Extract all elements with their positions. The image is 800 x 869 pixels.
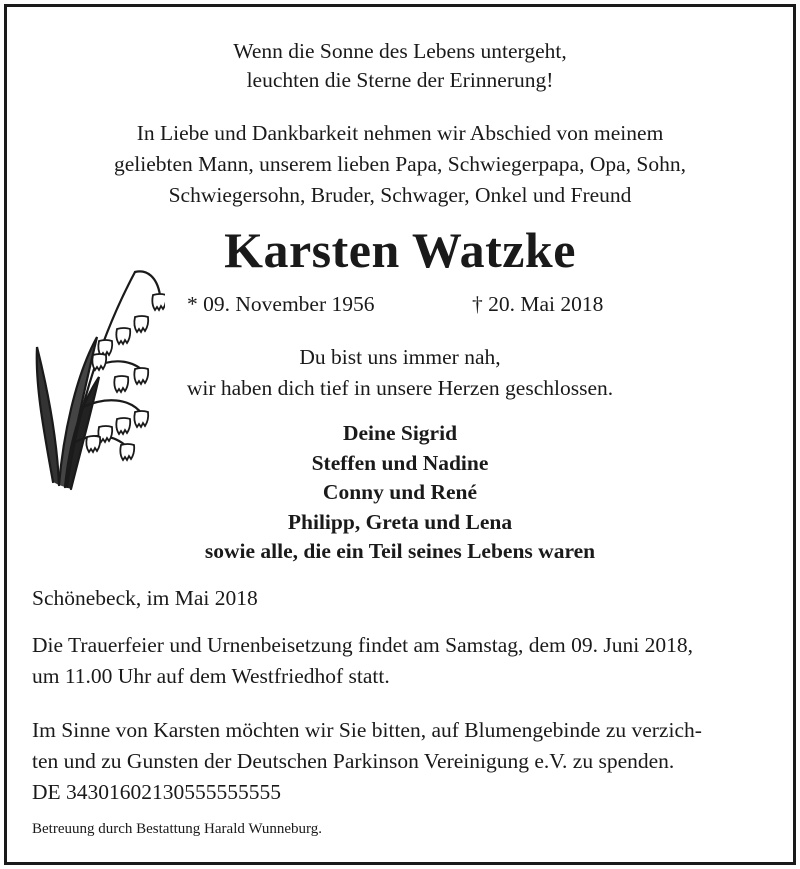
mourner-line: Deine Sigrid <box>342 421 458 445</box>
mourners-list <box>7 419 793 567</box>
obituary-notice <box>4 4 796 865</box>
mourner-line: Steffen und Nadine <box>311 450 489 475</box>
iban: DE 34301602130555555555 <box>32 780 282 804</box>
intro-text <box>7 118 793 211</box>
mourner-line: sowie alle, die ein Teil seines Lebens waren <box>204 539 596 563</box>
place-date: Schönebeck, im Mai 2018 <box>32 586 258 610</box>
funeral-line: um 11.00 Uhr auf dem Westfriedhof statt. <box>32 664 390 688</box>
birth-date: * 09. November 1956 <box>187 292 375 316</box>
death-date: † 20. Mai 2018 <box>472 292 604 316</box>
deceased-name: Karsten Watzke <box>224 222 576 278</box>
donation-line: Im Sinne von Karsten möchten wir Sie bitten, auf Blumengebinde zu verzich- <box>32 718 702 742</box>
mourner-line: Philipp, Greta und Lena <box>287 509 513 534</box>
motto-line: Wenn die Sonne des Lebens untergeht, <box>233 39 567 63</box>
motto-line: leuchten die Sterne der Erinnerung! <box>246 68 554 92</box>
verse <box>7 342 793 404</box>
intro-line: In Liebe und Dankbarkeit nehmen wir Abschied von meinem <box>136 121 664 145</box>
funeral-info <box>32 630 773 692</box>
verse-line: wir haben dich tief in unsere Herzen geschlossen. <box>186 376 614 400</box>
intro-line: geliebten Mann, unserem lieben Papa, Schwiegerpapa, Opa, Sohn, <box>114 152 686 176</box>
motto <box>7 37 793 95</box>
verse-line: Du bist uns immer nah, <box>299 345 501 369</box>
donation-line: ten und zu Gunsten der Deutschen Parkinson Vereinigung e.V. zu spenden. <box>32 749 675 773</box>
funeral-line: Die Trauerfeier und Urnenbeisetzung findet am Samstag, dem 09. Juni 2018, <box>32 633 693 657</box>
mourner-line: Conny und René <box>322 480 478 504</box>
undertaker-credit: Betreuung durch Bestattung Harald Wunneburg. <box>32 821 323 837</box>
donation-info <box>32 715 773 808</box>
intro-line: Schwiegersohn, Bruder, Schwager, Onkel und Freund <box>168 183 632 207</box>
